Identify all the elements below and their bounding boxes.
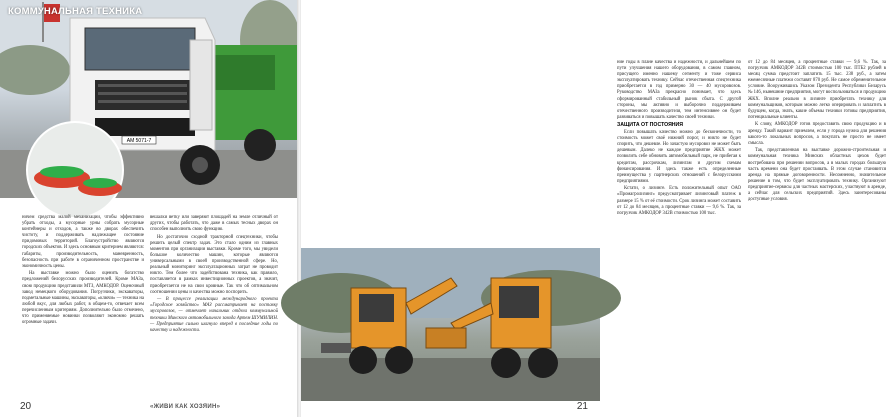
truck-illustration [0,0,297,198]
page-number: 20 [20,401,32,412]
loaders-photo [301,248,600,401]
subheading: ЗАЩИТА ОТ ПОСТОЯНИЯ [617,122,684,129]
magazine-title: «ЖИВИ КАК ХОЗЯИН» [150,404,221,410]
loaders-illustration [301,248,600,401]
right-column-2 [748,60,886,250]
section-title: КОММУНАЛЬНАЯ ТЕХНИКА [8,6,143,17]
truck-photo [0,0,297,198]
paragraph: вешалки ветку или заверяют площадей на земле отличный от других, чтобы работать, что даже в самых тесных дворах он способен выполнить свою функцию. [150,215,278,233]
paragraph: Но достаточно сходной тракторной спецтехники, чтобы решить целый спектр задач. Это стало одним из главных моментов при организации выставки. Кроме того, мы увидели большое количество машин, которые являются универсальными в своей производственной сфере. Но, реальный мониторинг эксплуатационных затрат не проводит никто. Тем более что задействована техника, как правило, поставляется в рамках инвестиционных проектов, а значит, приобретается не на свои кровные. Так что об оптимальном соотношении цены и качества можно поспорить. [150,234,278,295]
paragraph: Так, представленная на выставке дорожно-строительная и коммунальная техника Минских областных цехов будет востребована при решении вопросов, а в малых городах большую часть времени она будет простаивать. В этом случае становится аренда на прямые договоренности. Несомненно, значительное решение в том, что будет эксплуатировать технику. Организуют предприятие-сервисы для частных мастерских, участвуют в аренде, а сейчас для сельских предприятий. Здесь заинтересованы доступные условия. [748,148,886,203]
left-page [0,0,297,417]
truck-plate: AM 5071-7 [126,138,152,144]
left-column-2 [150,215,278,391]
paragraph: ничем средства малой механизации, чтобы эффективно убрать отходы, а мусорные урны собрать мусорные контейнеры и отходов, а также во дворах обеспечить чистоту, и поддерживать надлежащее состояние придомовых территорий. Благоустройство являются городских объектов. И здесь основным критерием являются: габариты, производительность, маневренность, безопасность при работе в ограниченном пространстве и экономичность цены. [22,215,144,269]
right-column-1 [617,60,741,250]
paragraph: К слову, АМКОДОР готов предоставить свою продукцию и в аренду. Такой вариант приемлем, если у города нужна для решения какого-то локальных вопросов, а покупать не просто не имеет смысла. [748,122,886,146]
paragraph: На выставке можно было оценить богатство предложений белорусских производителей. Кроме МАЗа, свою продукцию представили МТЗ, АМКОДОР. Оценочный завод немецкого оборудования. Погрузчики, экскаваторы, подметальные машины, экскаваторы, «ключи» — техника на любой вкус, для любых работ, в общем-то, отвечает всем перечисленным критериям. Дополнительно было отмечено, что применяемые новинки позволяют экономно решать огромные задачи. [22,271,144,326]
left-column-1 [22,215,144,391]
left-footer [0,400,297,417]
page-number: 21 [576,401,588,412]
paragraph: Кстати, о лизинге. Есть положительный опыт ОАО «Промагролизинг» предусматривает лизинговый платеж в размере 15 % от её стоимости. Срок лизинга может составить от 12 до 84 месяцев, а процентные ставки — 9,6 %. Так, за погрузчик АМКОДОР 342В стоимостью 100 тыс. [617,186,741,216]
paragraph: Если повышать качество можно до бесконечности, то стоимость может своё нижний порог, и никто не будет спорить, что дешевле. Но зачастую мусоровоз не может быть дешевым. Далеко не каждое предприятие ЖКХ может позволить себе обновить автомобильный парк, не прибегая к кредитам, рассрочкам, лизингам и другим схемам финансирования. И здесь также есть определенные преимущества у партнерских отношений с белорусскими предприятиями. [617,130,741,184]
right-page [301,0,886,417]
paragraph: ние годы в плане качества и надежности, и дальнейшем по пути улучшения нашего оборудования, в самом главном, присущего именно нашему сегменту и тоже сервиса эксплуатировать технику. Сейчас отечественная спецтехника приобретается в год примерно 30 — 40 мусоровозов. Руководство МАЗа прекрасно понимает, что здесь сформированный стабильный рынок сбыта. С другой стороны, мы активно и выборочно поддерживаем отечественного производителя, тем интенсивнее он будет развиваться и повышать качество своей техники. [617,60,741,120]
paragraph: от 12 до 84 месяцев, а процентные ставки — 9,6 %. Так, за погрузчик АМКОДОР 342В стоимостью 100 тыс. ПТБ2 рублей в месяц сумма предстоит заплатить 15 тыс. 238 руб., а затем ежемесячные платежи составят 870 руб. Не самое обременительное условие. Вооружившись Указом Президента Республики Беларусь № 146, нынешние предприятия, могут воспользоваться и продукцию ЖКХ. Вполне реально в лизинге приобретать технику для коммунальщиков, которым можно легко оперировать и заплатить в будущем, когда, знать, какие объемы техники готовы предприятия, потенциальные клиенты. [748,60,886,120]
right-footer [301,400,600,417]
quote-paragraph: — В процессе реализации международного проекта «Городское хозяйство» МАЗ рассматривает на поставку мусоровозов, — отмечает начальник отдела коммунальной техники Минского автомобильного завода Артем ШУМИЛИН. — Предприятие сильно шагнуло вперед в последние годы по качеству и надежности. [150,297,278,333]
